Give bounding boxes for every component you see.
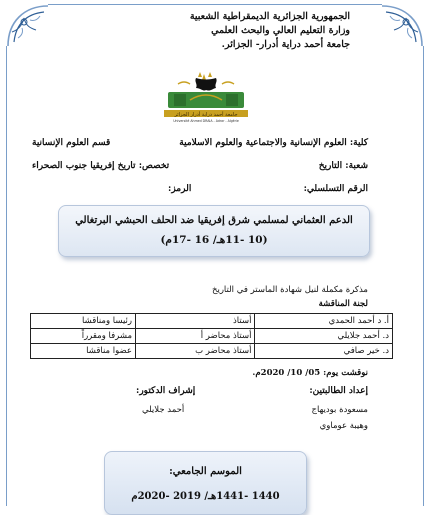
corner-ornament-top-right — [378, 2, 426, 50]
supervisor-name: أحمد جلايلي — [142, 405, 185, 415]
thesis-period: (10 -11هـ/ 16 -17م) — [160, 234, 268, 246]
specialty-value: تاريخ إفريقيا جنوب الصحراء — [32, 161, 136, 171]
header-ministry: وزارة التعليم العالي والبحث العلمي — [211, 25, 350, 36]
students-label: إعداد الطالبتين: — [309, 386, 368, 396]
header-republic: الجمهورية الجزائرية الديمقراطية الشعبية — [189, 11, 350, 22]
faculty-value: العلوم الإنسانية والاجتماعية والعلوم الاسلامية — [179, 138, 347, 148]
table-row — [31, 329, 393, 344]
branch-line — [319, 160, 368, 172]
university-logo — [160, 70, 252, 124]
code-label: الرمز: — [168, 184, 192, 194]
faculty-line — [179, 137, 368, 149]
header-university: جامعة أحمد دراية أدرار- الجزائر. — [221, 39, 350, 50]
member-name: أ. د أحمد الحمدي — [255, 314, 393, 329]
branch-value: التاريخ — [318, 161, 343, 171]
branch-label: شعبة: — [345, 161, 368, 171]
table-row — [31, 344, 393, 359]
department-value: العلوم الإنسانية — [32, 138, 89, 148]
committee-table — [30, 313, 393, 359]
supervisor-label: إشراف الدكتور: — [136, 386, 196, 396]
member-role: مشرفا ومقرراً — [31, 329, 136, 344]
specialty-line — [32, 160, 169, 172]
student-name: مسعودة بوديهاج — [311, 405, 368, 415]
member-grade: أستاذ — [136, 314, 255, 329]
logo-caption-latin: Université Ahmed DRAIA - Adrar - Algérie — [173, 119, 239, 123]
member-role: عضوا مناقشا — [31, 344, 136, 359]
table-row — [31, 314, 393, 329]
member-role: رئيسا ومناقشا — [31, 314, 136, 329]
thesis-title-box — [58, 205, 370, 257]
logo-caption: جامعة أحمد دراية أدرار الجزائر — [174, 112, 238, 118]
corner-ornament-top-left — [4, 2, 52, 50]
header-institution — [190, 10, 350, 52]
defense-date: نوقشت يوم: 05/ 10/ 2020م. — [252, 368, 368, 378]
member-name: د. أحمد جلايلي — [255, 329, 393, 344]
frame-left-line — [6, 46, 7, 506]
department-label: قسم — [92, 138, 111, 148]
member-grade: أستاذ محاضر ب — [136, 344, 255, 359]
department-line — [32, 137, 110, 149]
committee-heading: لجنة المناقشة — [318, 299, 368, 309]
specialty-label: تخصص: — [138, 161, 170, 171]
faculty-label: كلية: — [349, 138, 368, 148]
frame-top-line — [48, 4, 382, 5]
season-value: 1440 -1441هـ/ 2019 -2020م — [131, 491, 280, 502]
member-name: د. خير صافي — [255, 344, 393, 359]
member-grade: أستاذ محاضر أ — [136, 329, 255, 344]
academic-season-box — [104, 451, 307, 515]
thesis-note: مذكرة مكملة لنيل شهادة الماستر في التاريخ — [211, 285, 368, 295]
serial-number-label: الرقم التسلسلي: — [303, 184, 368, 194]
season-label: الموسم الجامعي: — [169, 466, 242, 477]
thesis-title: الدعم العثماني لمسلمي شرق إفريقيا ضد الحلف الحبشي البرتغالي — [75, 215, 353, 226]
frame-right-line — [423, 46, 424, 506]
student-name: وهيبة عوماوي — [319, 421, 368, 431]
